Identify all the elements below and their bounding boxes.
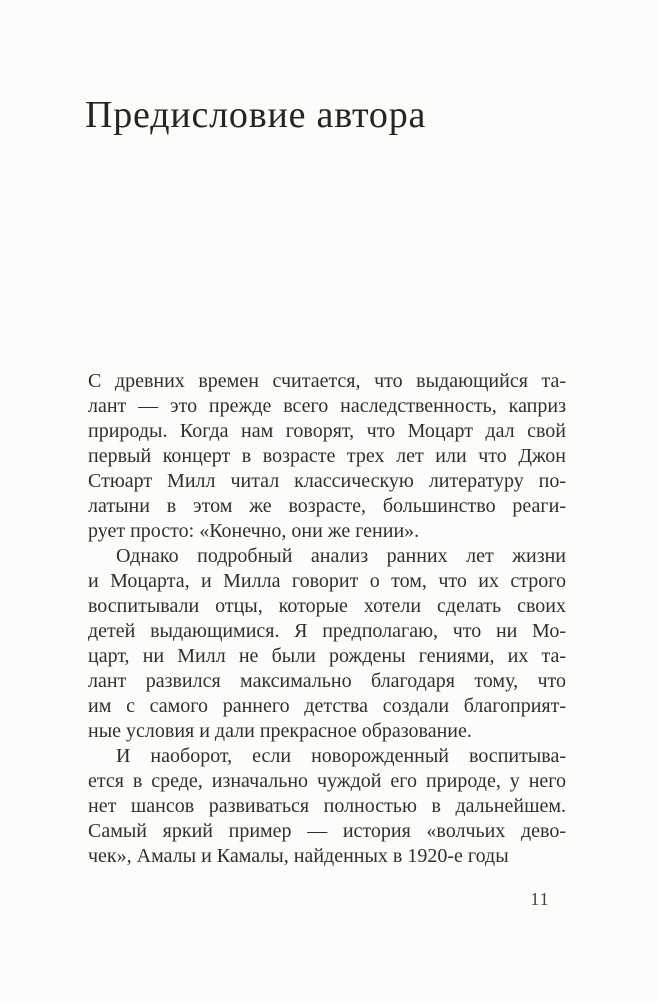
text-line: природы. Когда нам говорят, что Моцарт дал свой xyxy=(88,420,566,442)
text-line: и Моцарта, и Милла говорит о том, что их строго xyxy=(88,570,566,592)
text-line: Самый яркий пример — история «волчьих дево- xyxy=(88,820,566,842)
text-line: Однако подробный анализ ранних лет жизни xyxy=(116,545,566,567)
text-line: первый концерт в возрасте трех лет или что Джон xyxy=(88,445,566,467)
text-line: И наоборот, если новорожденный воспитыва- xyxy=(116,745,566,767)
text-line: С древних времен считается, что выдающийся та- xyxy=(88,370,566,392)
text-line: рует просто: «Конечно, они же гении». xyxy=(88,520,420,542)
text-line: Стюарт Милл читал классическую литературу по- xyxy=(88,470,566,492)
text-line: воспитывали отцы, которые хотели сделать своих xyxy=(88,595,566,617)
text-line: им с самого раннего детства создали благоприят- xyxy=(88,695,566,717)
text-line: царт, ни Милл не были рождены гениями, их та- xyxy=(88,645,566,667)
text-line: чек», Амалы и Камалы, найденных в 1920-е годы xyxy=(88,845,509,867)
text-line: лант — это прежде всего наследственность, каприз xyxy=(88,395,566,417)
text-line: латыни в этом же возрасте, большинство реаги- xyxy=(88,495,566,517)
body-text xyxy=(88,369,566,869)
text-line: нет шансов развиваться полностью в дальнейшем. xyxy=(88,795,566,817)
text-line: ется в среде, изначально чуждой его природе, у него xyxy=(88,770,566,792)
text-line: детей выдающимися. Я предполагаю, что ни Мо- xyxy=(88,620,566,642)
text-line: лант развился максимально благодаря тому, что xyxy=(88,670,566,692)
text-line: ные условия и дали прекрасное образование. xyxy=(88,720,472,742)
page-number: 11 xyxy=(530,889,550,909)
chapter-title: Предисловие автора xyxy=(85,94,427,136)
